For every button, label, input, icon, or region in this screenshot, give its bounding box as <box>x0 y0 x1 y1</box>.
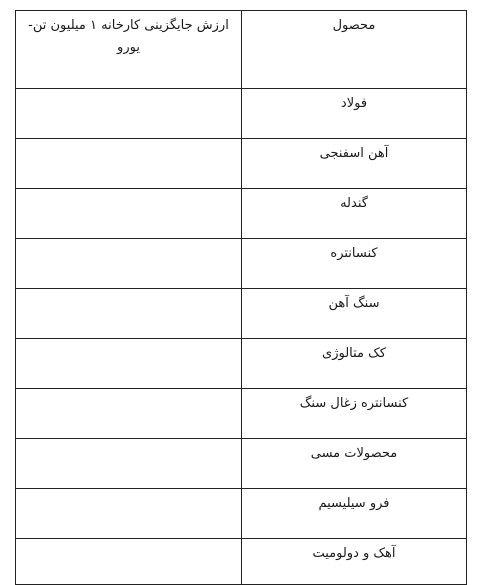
value-cell <box>16 89 242 139</box>
table-row <box>16 339 467 389</box>
value-cell <box>16 289 242 339</box>
product-cell: آهک و دولومیت <box>242 539 467 585</box>
value-cell <box>16 339 242 389</box>
product-cell: محصولات مسی <box>242 439 467 489</box>
product-cell: فرو سیلیسیم <box>242 489 467 539</box>
product-cell: کنسانتره زغال سنگ <box>242 389 467 439</box>
table-row <box>16 439 467 489</box>
value-cell <box>16 239 242 289</box>
product-cell: کک متالوژی <box>242 339 467 389</box>
value-cell <box>16 139 242 189</box>
product-cell: سنگ آهن <box>242 289 467 339</box>
value-cell <box>16 439 242 489</box>
table-row <box>16 389 467 439</box>
table-row <box>16 89 467 139</box>
table-header-row <box>16 11 467 89</box>
table-row <box>16 539 467 585</box>
value-cell <box>16 389 242 439</box>
replacement-value-table <box>15 10 467 585</box>
table-row <box>16 239 467 289</box>
table-row <box>16 289 467 339</box>
product-cell: گندله <box>242 189 467 239</box>
value-cell <box>16 539 242 585</box>
header-replacement-value: ارزش جایگزینی کارخانه ۱ میلیون تن-یورو <box>16 11 242 89</box>
value-cell <box>16 489 242 539</box>
product-cell: کنسانتره <box>242 239 467 289</box>
header-product: محصول <box>242 11 467 89</box>
product-cell: آهن اسفنجی <box>242 139 467 189</box>
table-row <box>16 139 467 189</box>
table-row <box>16 489 467 539</box>
product-cell: فولاد <box>242 89 467 139</box>
value-cell <box>16 189 242 239</box>
table-row <box>16 189 467 239</box>
